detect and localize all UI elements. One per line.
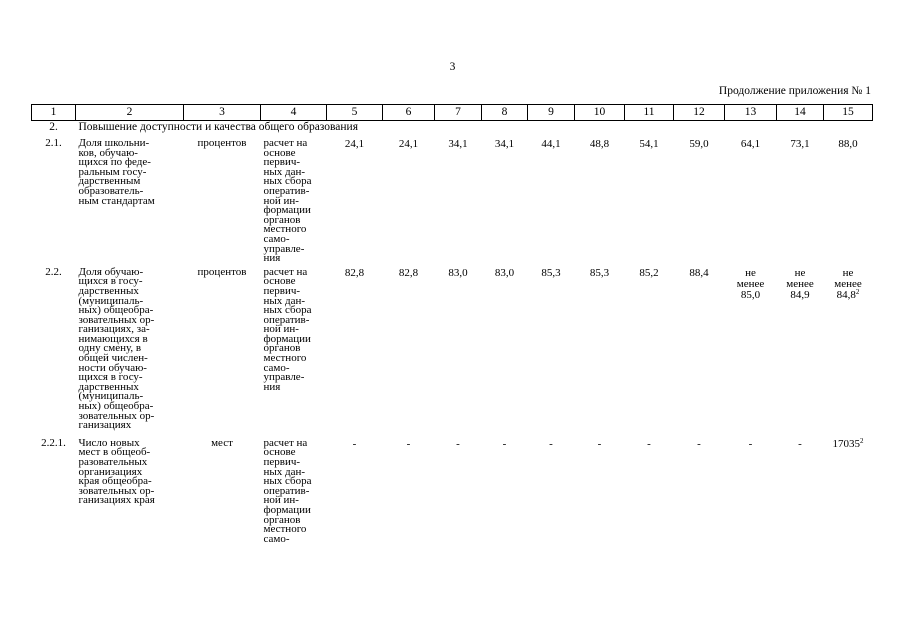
row-id: 2.2. bbox=[45, 265, 62, 278]
column-number: 15 bbox=[824, 105, 873, 121]
value-cell: 17035$^2$ bbox=[832, 436, 864, 450]
value-cell: 82,8 bbox=[344, 266, 365, 279]
value-cell: - bbox=[352, 437, 357, 450]
table-row bbox=[32, 264, 873, 431]
value-cell: 44,1 bbox=[541, 138, 561, 150]
column-number: 2 bbox=[76, 105, 184, 121]
page-number: 3 bbox=[449, 61, 456, 73]
data-source: расчет на основе первич- ных дан- ных сбора оператив- ной ин- формации органов местного само- bbox=[263, 436, 312, 545]
column-number: 14 bbox=[777, 105, 824, 121]
column-number: 6 bbox=[383, 105, 435, 121]
value-cell: - bbox=[647, 437, 651, 450]
continuation-caption: Продолжение приложения № 1 bbox=[718, 85, 871, 97]
value-cell: 88,0 bbox=[838, 138, 858, 150]
value-cell: - bbox=[549, 437, 553, 450]
value-cell: 85,2 bbox=[639, 266, 659, 279]
value-cell: 83,0 bbox=[448, 266, 468, 279]
column-number: 11 bbox=[625, 105, 674, 121]
data-source: расчет на основе первич- ных дан- ных сбора оператив- ной ин- формации органов местного само- управле- ния bbox=[263, 265, 312, 393]
unit: процентов bbox=[197, 265, 247, 278]
row-id: 2.2.1. bbox=[41, 436, 66, 449]
value-cell: 34,1 bbox=[448, 138, 468, 150]
footnote-mark: 2 bbox=[860, 436, 864, 445]
value-cell: 88,4 bbox=[689, 266, 709, 279]
indicator-name: Доля обучаю- щихся в госу- дарственных (муниципаль- ных) общеобра- зовательных ор- ганизациях, за- нимающихся в одну смену, в общей числен- ности обучаю- щихся в госу- дарственных (муниципаль- ных) общеобра- зовательных ор- ганизациях bbox=[78, 265, 155, 432]
column-number: 4 bbox=[261, 105, 327, 121]
value-cell: 54,1 bbox=[639, 138, 659, 150]
column-number: 13 bbox=[725, 105, 777, 121]
value-cell: - bbox=[798, 437, 802, 450]
row-id: 2.1. bbox=[45, 137, 62, 149]
value-cell: - bbox=[456, 437, 460, 450]
value-cell: не менее 84,8$^2$ bbox=[834, 266, 862, 301]
column-number: 7 bbox=[435, 105, 482, 121]
value-cell: - bbox=[502, 437, 507, 450]
section-id: 2. bbox=[49, 121, 58, 133]
value-cell: - bbox=[597, 437, 602, 450]
unit: процентов bbox=[197, 137, 247, 149]
value-cell: - bbox=[748, 437, 753, 450]
indicator-name: Число новых мест в общеоб- разовательных организациях края общеобра- зовательных ор- ганизациях края bbox=[78, 436, 155, 507]
value-cell: 24,1 bbox=[344, 138, 365, 150]
column-number: 5 bbox=[327, 105, 383, 121]
column-numbers-row bbox=[32, 105, 873, 121]
value-cell: 64,1 bbox=[740, 138, 761, 150]
column-number: 3 bbox=[184, 105, 261, 121]
value-cell: не менее 84,9 bbox=[786, 266, 814, 301]
value-cell: 48,8 bbox=[589, 138, 610, 150]
unit: мест bbox=[211, 436, 233, 449]
value-cell: 24,1 bbox=[398, 138, 419, 150]
column-number: 10 bbox=[575, 105, 625, 121]
table-row bbox=[32, 431, 873, 545]
value-cell: 83,0 bbox=[494, 266, 515, 279]
value-cell: не менее 85,0 bbox=[736, 266, 765, 301]
column-number: 9 bbox=[528, 105, 575, 121]
value-cell: - bbox=[406, 437, 411, 450]
value-cell: 34,1 bbox=[494, 138, 515, 150]
value-cell: - bbox=[697, 437, 701, 450]
indicators-table bbox=[31, 104, 873, 544]
footnote-mark: 2 bbox=[855, 287, 860, 296]
table-row bbox=[32, 133, 873, 264]
column-number: 8 bbox=[482, 105, 528, 121]
column-number: 12 bbox=[674, 105, 725, 121]
section-row bbox=[32, 121, 873, 134]
value-cell: 73,1 bbox=[790, 138, 810, 150]
value-cell: 82,8 bbox=[398, 266, 419, 279]
value-cell: 85,3 bbox=[589, 266, 610, 279]
value-cell: 85,3 bbox=[541, 266, 561, 279]
data-source: расчет на основе первич- ных дан- ных сбора оператив- ной ин- формации органов местного само- управле- ния bbox=[263, 137, 312, 265]
column-number: 1 bbox=[32, 105, 76, 121]
section-title: Повышение доступности и качества общего образования bbox=[78, 121, 359, 133]
indicator-name: Доля школьни- ков, обучаю- щихся по феде- ральным госу- дарственным образователь- ным стандартам bbox=[78, 137, 155, 207]
value-cell: 59,0 bbox=[689, 138, 709, 150]
